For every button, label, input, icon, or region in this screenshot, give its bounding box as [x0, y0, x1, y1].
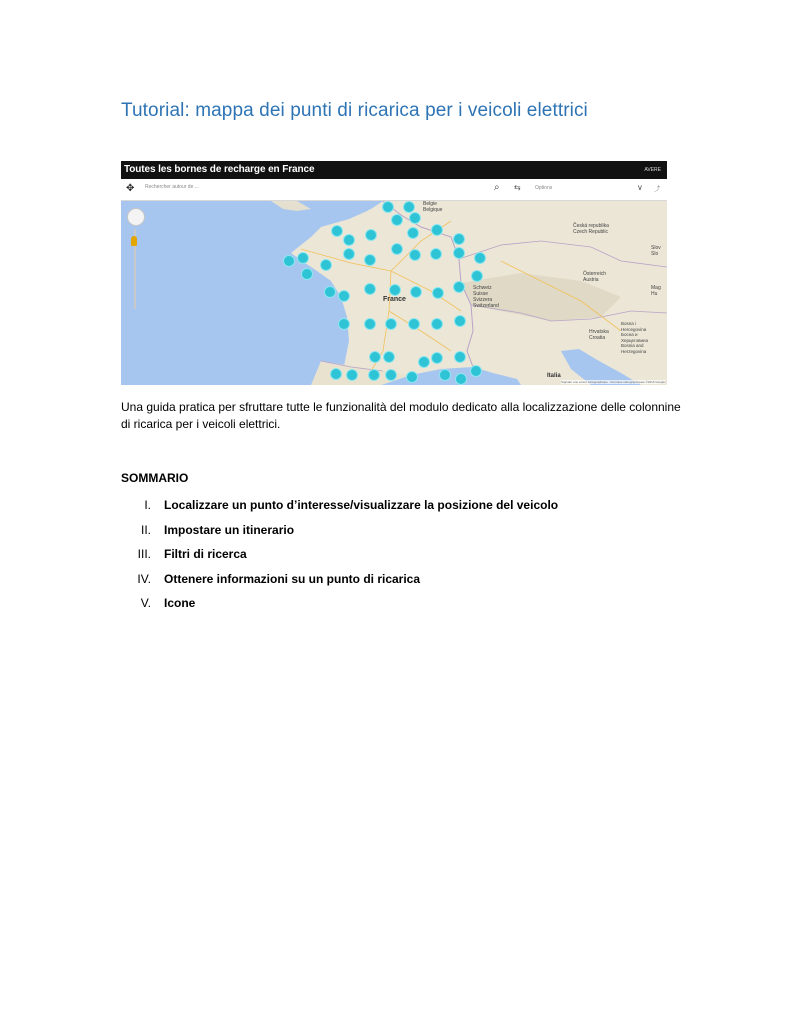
- charging-cluster-marker[interactable]: [382, 201, 394, 213]
- options-dropdown[interactable]: Options: [535, 185, 553, 191]
- charging-cluster-marker[interactable]: [385, 318, 397, 330]
- map-label-osterreich: Österreich Austria: [583, 271, 607, 283]
- charging-cluster-marker[interactable]: [343, 234, 355, 246]
- toc-item-text[interactable]: Localizzare un punto d’interesse/visualizzare la posizione del veicolo: [164, 498, 559, 512]
- move-icon[interactable]: ✥: [126, 183, 135, 194]
- charging-cluster-marker[interactable]: [391, 243, 403, 255]
- charging-cluster-marker[interactable]: [431, 318, 443, 330]
- charging-cluster-marker[interactable]: [368, 369, 380, 381]
- charging-cluster-marker[interactable]: [383, 351, 395, 363]
- map-label-bosnia: Bosna i Hercegovina Босна и Херцеговина Bosnia and Herzegovina: [621, 321, 648, 354]
- charging-cluster-marker[interactable]: [301, 268, 313, 280]
- map-label-france: France: [383, 296, 406, 303]
- toc-item-number: IV.: [137, 571, 151, 586]
- map-label-cesko: Česká republika Czech Republic: [573, 223, 609, 235]
- charging-cluster-marker[interactable]: [439, 369, 451, 381]
- chevron-down-icon[interactable]: ∨: [637, 183, 643, 192]
- charging-cluster-marker[interactable]: [389, 284, 401, 296]
- map-attribution: Signaler une erreur cartographique · Données cartographiques ©2015 Google: [561, 380, 665, 384]
- charging-cluster-marker[interactable]: [364, 283, 376, 295]
- charging-cluster-marker[interactable]: [430, 248, 442, 260]
- search-icon[interactable]: ⌕: [494, 182, 500, 193]
- map-screenshot-figure: [121, 161, 667, 385]
- charging-cluster-marker[interactable]: [474, 252, 486, 264]
- street-view-pegman-icon[interactable]: [131, 236, 137, 246]
- charging-cluster-marker[interactable]: [343, 248, 355, 260]
- map-label-italia: Italia: [547, 373, 561, 379]
- charging-cluster-marker[interactable]: [470, 365, 482, 377]
- charging-cluster-marker[interactable]: [455, 373, 467, 385]
- charging-cluster-marker[interactable]: [385, 369, 397, 381]
- charging-cluster-marker[interactable]: [324, 286, 336, 298]
- charging-cluster-marker[interactable]: [338, 290, 350, 302]
- charging-cluster-marker[interactable]: [454, 351, 466, 363]
- toc-item-number: II.: [140, 522, 151, 537]
- charging-cluster-marker[interactable]: [320, 259, 332, 271]
- charging-cluster-marker[interactable]: [431, 352, 443, 364]
- toc-item-number: I.: [144, 498, 151, 512]
- charging-cluster-marker[interactable]: [409, 249, 421, 261]
- map-title: Toutes les bornes de recharge en France: [124, 164, 315, 175]
- map-titlebar: [121, 161, 667, 179]
- charging-cluster-marker[interactable]: [471, 270, 483, 282]
- charging-cluster-marker[interactable]: [453, 247, 465, 259]
- map-toolbar: [121, 179, 667, 201]
- charging-cluster-marker[interactable]: [453, 233, 465, 245]
- charging-cluster-marker[interactable]: [365, 229, 377, 241]
- charging-cluster-marker[interactable]: [454, 315, 466, 327]
- share-icon[interactable]: ⤴: [654, 187, 661, 193]
- charging-cluster-marker[interactable]: [431, 224, 443, 236]
- charging-cluster-marker[interactable]: [407, 227, 419, 239]
- intro-paragraph: Una guida pratica per sfruttare tutte le funzionalità del modulo dedicato alla localizzazione delle colonnine di ricarica per i veicoli elettrici.: [121, 400, 681, 431]
- car-icon[interactable]: ⇆: [514, 183, 521, 192]
- charging-cluster-marker[interactable]: [432, 287, 444, 299]
- charging-cluster-marker[interactable]: [453, 281, 465, 293]
- charging-cluster-marker[interactable]: [418, 356, 430, 368]
- charging-cluster-marker[interactable]: [406, 371, 418, 383]
- map-label-slo: Slov Slo: [651, 245, 661, 257]
- charging-cluster-marker[interactable]: [338, 318, 350, 330]
- charging-cluster-marker[interactable]: [410, 286, 422, 298]
- map-view[interactable]: [121, 201, 667, 385]
- toc-item-text[interactable]: Ottenere informazioni su un punto di ricarica: [164, 571, 421, 586]
- charging-cluster-marker[interactable]: [330, 368, 342, 380]
- charging-cluster-marker[interactable]: [364, 254, 376, 266]
- brand-logo: AVERE: [644, 167, 661, 173]
- charging-cluster-marker[interactable]: [369, 351, 381, 363]
- toc-item-text[interactable]: Icone: [164, 596, 196, 611]
- charging-cluster-marker[interactable]: [408, 318, 420, 330]
- toc-item-number: III.: [137, 547, 151, 562]
- charging-cluster-marker[interactable]: [409, 212, 421, 224]
- charging-cluster-marker[interactable]: [364, 318, 376, 330]
- toc-item-number: V.: [140, 596, 151, 611]
- document-title: Tutorial: mappa dei punti di ricarica per i veicoli elettrici: [121, 100, 588, 121]
- charging-cluster-marker[interactable]: [297, 252, 309, 264]
- toc-item-text[interactable]: Impostare un itinerario: [164, 522, 295, 537]
- charging-cluster-marker[interactable]: [331, 225, 343, 237]
- toc-item-text[interactable]: Filtri di ricerca: [164, 547, 247, 562]
- charging-cluster-marker[interactable]: [283, 255, 295, 267]
- map-label-belgique: Belgie Belgique: [423, 201, 443, 213]
- map-label-hrvatska: Hrvatska Croatia: [589, 329, 609, 341]
- toc-heading: SOMMARIO: [121, 471, 189, 485]
- search-input[interactable]: Rechercher autour de ...: [145, 184, 199, 190]
- map-label-mag: Mag Hu: [651, 285, 661, 297]
- charging-cluster-marker[interactable]: [391, 214, 403, 226]
- map-label-schweiz: Schweiz Suisse Svizzera Switzerland: [473, 285, 499, 309]
- pan-control[interactable]: [127, 208, 145, 226]
- charging-cluster-marker[interactable]: [346, 369, 358, 381]
